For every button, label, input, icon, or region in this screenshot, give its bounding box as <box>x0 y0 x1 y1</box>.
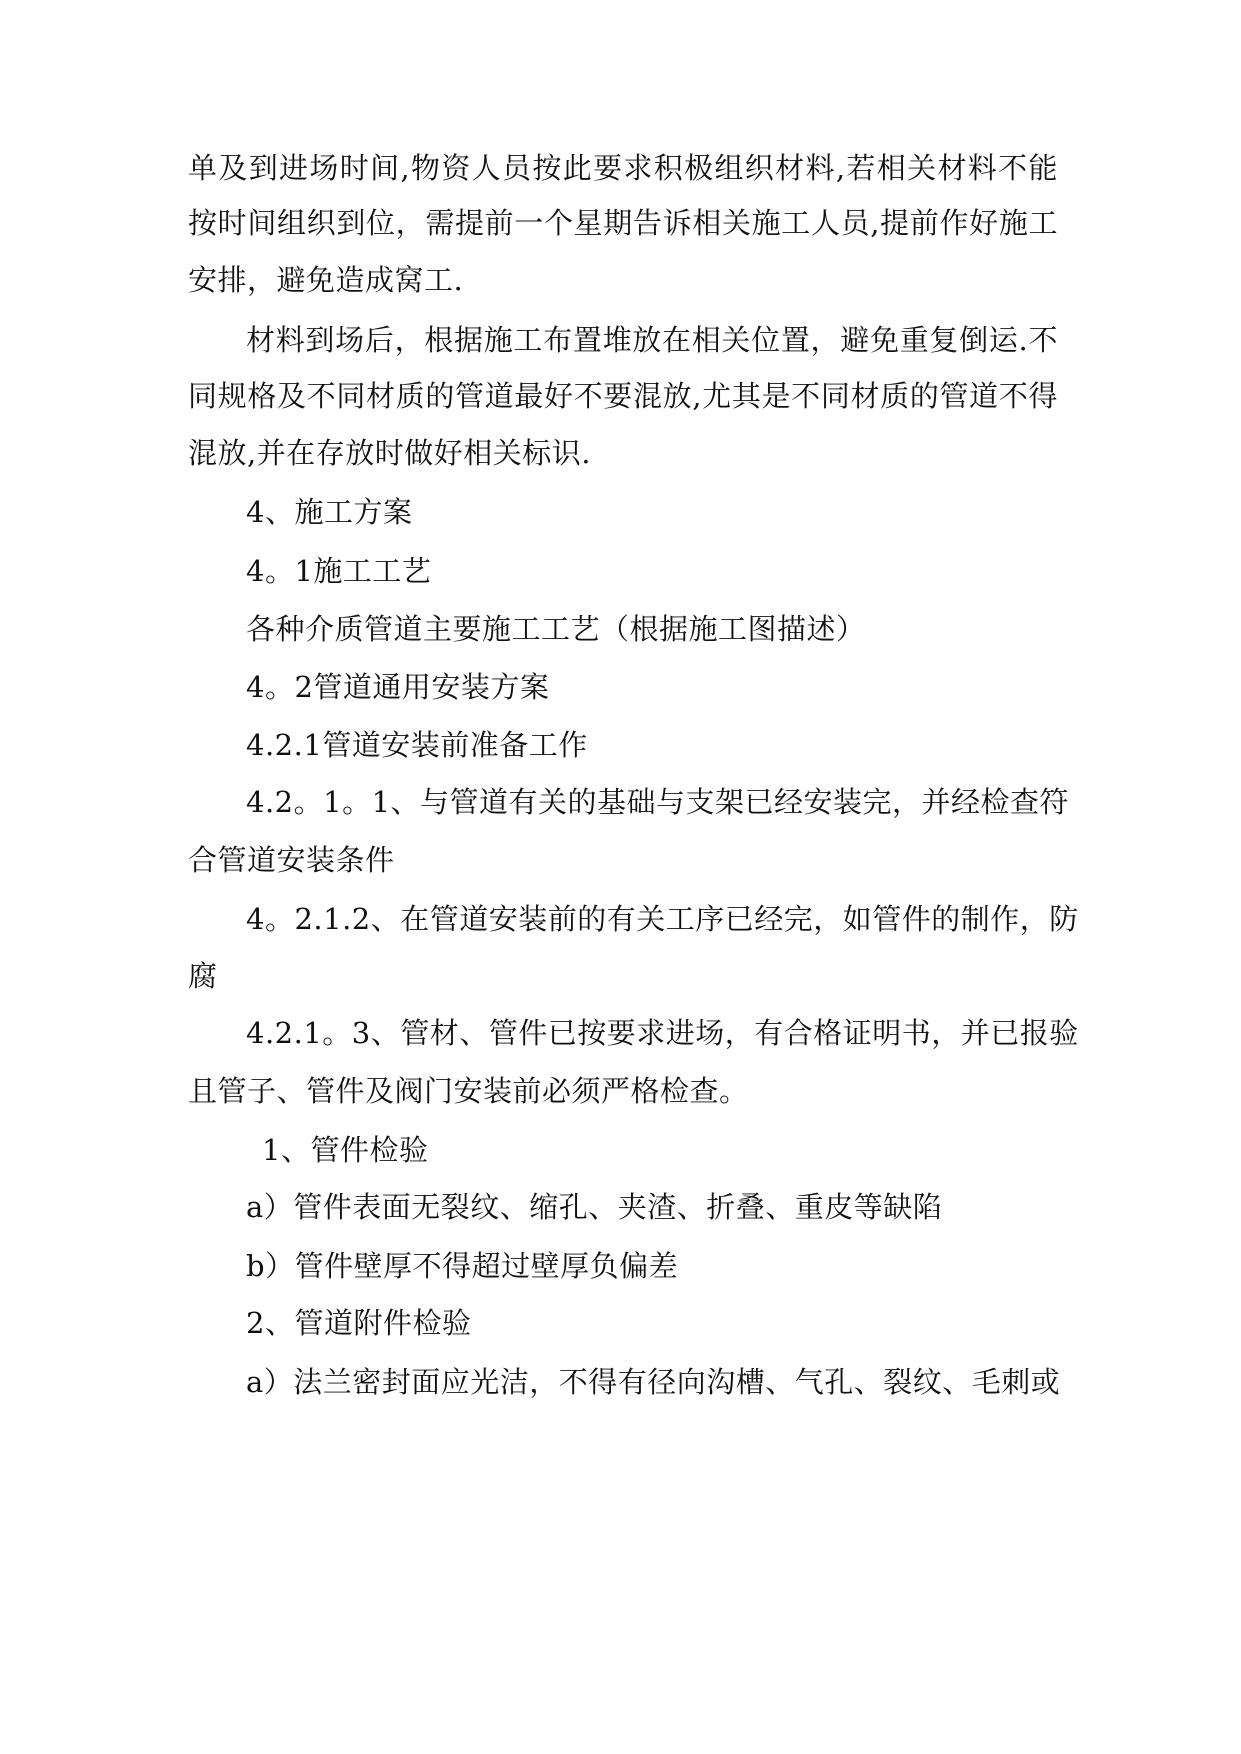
paragraph-line: 材料到场后，根据施工布置堆放在相关位置，避免重复倒运.不 <box>246 323 1058 357</box>
paragraph-line: 各种介质管道主要施工工艺（根据施工图描述） <box>246 612 866 646</box>
paragraph-line: 腐 <box>188 959 218 993</box>
section-heading: 4、施工方案 <box>246 495 413 529</box>
paragraph-line: 4.2。1。1、与管道有关的基础与支架已经安装完，并经检查符 <box>246 785 1070 819</box>
paragraph-line: 合管道安装条件 <box>188 843 395 877</box>
paragraph-line: 同规格及不同材质的管道最好不要混放,尤其是不同材质的管道不得 <box>188 379 1058 413</box>
paragraph-line: 混放,并在存放时做好相关标识. <box>188 436 591 470</box>
paragraph-line: 4.2.1。3、管材、管件已按要求进场，有合格证明书，并已报验 <box>246 1016 1079 1050</box>
list-item: a）管件表面无裂纹、缩孔、夹渣、折叠、重皮等缺陷 <box>246 1190 943 1224</box>
list-item: a）法兰密封面应光洁，不得有径向沟槽、气孔、裂纹、毛刺或 <box>246 1365 1061 1399</box>
paragraph-line: 单及到进场时间,物资人员按此要求积极组织材料,若相关材料不能 <box>188 151 1058 185</box>
section-heading: 4.2.1管道安装前准备工作 <box>246 728 588 762</box>
paragraph-line: 按时间组织到位，需提前一个星期告诉相关施工人员,提前作好施工 <box>188 206 1058 240</box>
section-heading: 4。2管道通用安装方案 <box>246 670 550 704</box>
list-heading: 2、管道附件检验 <box>246 1306 472 1340</box>
paragraph-line: 且管子、管件及阀门安装前必须严格检查。 <box>188 1074 749 1108</box>
section-heading: 4。1施工工艺 <box>246 554 432 588</box>
list-heading: 1、管件检验 <box>262 1133 429 1167</box>
list-item: b）管件壁厚不得超过壁厚负偏差 <box>246 1249 679 1283</box>
paragraph-line: 4。2.1.2、在管道安装前的有关工序已经完，如管件的制作，防 <box>246 902 1079 936</box>
paragraph-line: 安排，避免造成窝工. <box>188 263 464 297</box>
